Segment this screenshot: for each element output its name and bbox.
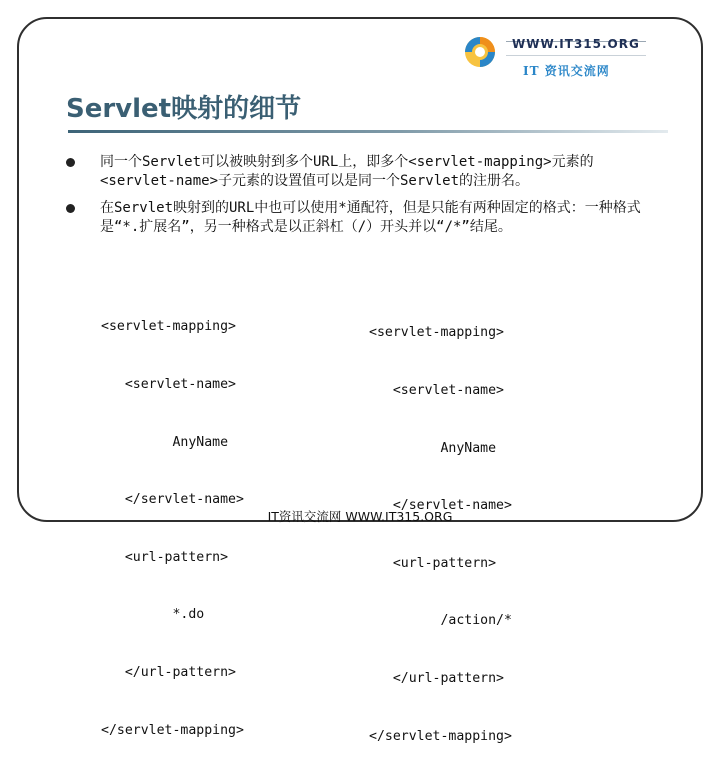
code-line: <url-pattern> (369, 555, 497, 571)
code-line: AnyName (369, 440, 497, 456)
bullet-dot-icon (66, 204, 75, 213)
bullet-text: 同一个Servlet可以被映射到多个URL上，即多个<servlet-mapping>元素的<servlet-name>子元素的设置值可以是同一个Servlet的注册名。 (100, 154, 594, 189)
code-line: </url-pattern> (101, 665, 236, 681)
footer-text: IT资讯交流网 WWW.IT315.ORG (267, 509, 453, 524)
code-line: <servlet-mapping> (101, 319, 236, 335)
code-line: AnyName (101, 434, 229, 450)
code-example-path (369, 285, 512, 765)
bullet-item (66, 153, 666, 191)
page-title: Servlet映射的细节 (66, 94, 302, 124)
code-line: </servlet-name> (101, 492, 244, 508)
logo-subtitle: IT 资讯交流网 (523, 64, 610, 78)
bullet-text: 在Servlet映射到的URL中也可以使用*通配符，但是只能有两种固定的格式：一种格式是“*.扩展名”，另一种格式是以正斜杠（/）开头并以“/*”结尾。 (100, 200, 641, 235)
code-line: /action/* (369, 613, 512, 629)
code-line: </servlet-mapping> (369, 728, 512, 744)
code-line: </servlet-mapping> (101, 722, 244, 738)
code-line: </servlet-name> (369, 498, 512, 514)
title-underline (68, 130, 668, 133)
bullet-list (66, 153, 666, 245)
bullet-dot-icon (66, 158, 75, 167)
code-line: </url-pattern> (369, 671, 504, 687)
code-line: <servlet-name> (369, 383, 504, 399)
code-line: <url-pattern> (101, 549, 229, 565)
code-line: <servlet-mapping> (369, 325, 504, 341)
code-line: <servlet-name> (101, 377, 236, 393)
code-line: *.do (101, 607, 205, 623)
logo-name: WWW.IT315.ORG (512, 37, 640, 51)
bullet-item (66, 199, 666, 237)
